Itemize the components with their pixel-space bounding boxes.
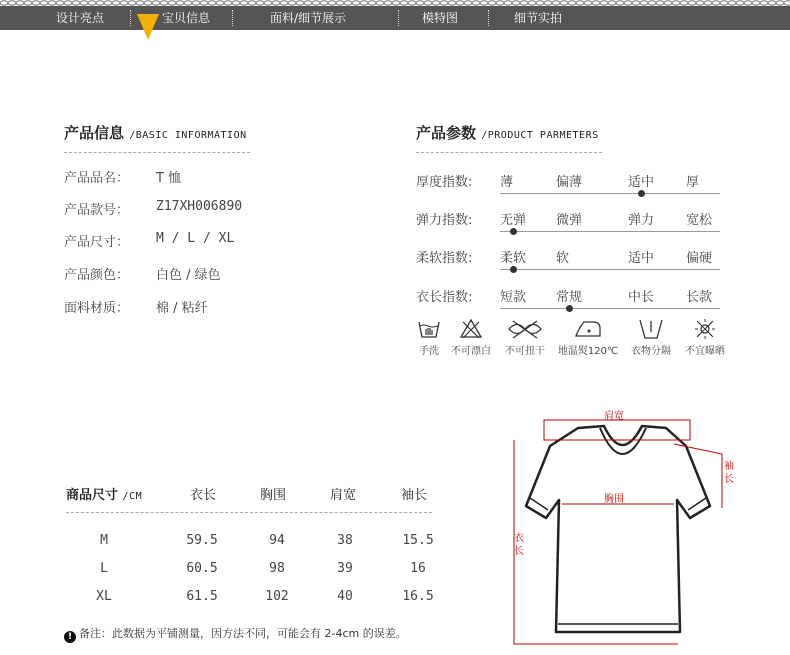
- size-cell-size: XL: [96, 589, 112, 604]
- param-option: 微弹: [556, 213, 583, 228]
- param-label: 弹力指数:: [416, 213, 473, 228]
- param-option: 偏硬: [686, 251, 713, 266]
- param-option: 弹力: [628, 213, 655, 228]
- section-divider: [64, 152, 250, 153]
- size-col-sleeve: 袖长: [401, 488, 428, 503]
- size-cell-length: 60.5: [186, 561, 218, 576]
- care-label: 衣物分隔: [631, 346, 671, 357]
- care-label: 不可漂白: [451, 346, 491, 357]
- info-label-color: 产品颜色：: [64, 268, 130, 283]
- param-option: 适中: [628, 175, 655, 190]
- size-cell-size: L: [100, 561, 108, 576]
- product-params-title: [416, 122, 599, 143]
- size-cell-shoulder: 39: [337, 561, 353, 576]
- tshirt-outline: [526, 426, 710, 632]
- measurement-note: [64, 625, 407, 643]
- param-selected-dot: [638, 190, 645, 197]
- size-table-divider: [66, 512, 432, 513]
- size-col-shoulder: 肩宽: [330, 488, 357, 503]
- chest-label: 胸围: [604, 494, 624, 505]
- size-cell-sleeve: 15.5: [402, 533, 434, 548]
- nav-divider: [130, 10, 131, 26]
- info-value-name: T 恤: [156, 171, 182, 186]
- param-option: 短款: [500, 290, 527, 305]
- product-params-title-en: /PRODUCT PARMETERS: [481, 130, 599, 141]
- size-cell-size: M: [100, 533, 108, 548]
- info-value-color: 白色 / 绿色: [156, 268, 221, 283]
- active-tab-indicator: [137, 14, 159, 40]
- care-no-bleach: [446, 318, 496, 357]
- size-cell-chest: 98: [269, 561, 285, 576]
- size-table-title: [66, 484, 142, 503]
- nav-tab-model[interactable]: 模特图: [422, 11, 459, 25]
- param-label: 柔软指数:: [416, 251, 473, 266]
- product-info-title-en: /BASIC INFORMATION: [129, 130, 247, 141]
- param-label: 衣长指数:: [416, 290, 473, 305]
- param-selected-dot: [566, 305, 573, 312]
- size-cell-shoulder: 40: [337, 589, 353, 604]
- size-cell-chest: 94: [269, 533, 285, 548]
- size-cell-length: 61.5: [186, 589, 218, 604]
- length-label: 衣长: [514, 533, 524, 557]
- no-sun-icon: [693, 318, 717, 340]
- care-label: 不可扭干: [505, 346, 545, 357]
- nav-divider: [488, 10, 489, 26]
- care-iron: [556, 318, 620, 357]
- shoulder-label: 肩宽: [604, 411, 624, 422]
- hand-wash-icon: [417, 318, 441, 340]
- param-scale-line: [500, 231, 720, 232]
- care-label: 不宜曝晒: [685, 346, 725, 357]
- product-info-title-cn: 产品信息: [64, 124, 125, 142]
- product-params-title-cn: 产品参数: [416, 124, 477, 142]
- info-label-material: 面料材质：: [64, 301, 130, 316]
- param-label: 厚度指数:: [416, 175, 473, 190]
- size-table-unit: /CM: [122, 491, 143, 502]
- nav-tab-details[interactable]: 细节实拍: [514, 11, 563, 25]
- param-option: 厚: [686, 175, 700, 190]
- param-option: 无弹: [500, 213, 527, 228]
- care-wash-separately: [626, 318, 676, 357]
- param-option: 宽松: [686, 213, 713, 228]
- param-option: 薄: [500, 175, 514, 190]
- care-hand-wash: [414, 318, 444, 357]
- size-cell-length: 59.5: [186, 533, 218, 548]
- param-option: 偏薄: [556, 175, 583, 190]
- param-option: 软: [556, 251, 570, 266]
- care-no-sun: [680, 318, 730, 357]
- size-cell-sleeve: 16: [410, 561, 426, 576]
- param-option: 长款: [686, 290, 713, 305]
- product-info-title: [64, 122, 247, 143]
- care-label: 地温熨120℃: [557, 346, 619, 357]
- size-cell-sleeve: 16.5: [402, 589, 434, 604]
- info-value-material: 棉 / 粘纤: [156, 301, 208, 316]
- nav-bar: [0, 6, 790, 30]
- param-scale-line: [500, 308, 720, 309]
- size-col-chest: 胸围: [260, 488, 287, 503]
- info-value-sku: Z17XH006890: [156, 199, 243, 214]
- section-divider: [416, 152, 602, 153]
- care-no-wring: [500, 318, 550, 357]
- nav-tab-fabric[interactable]: 面料/细节展示: [270, 11, 347, 25]
- note-text: 备注：此数据为平铺测量，因方法不同，可能会有 2-4cm 的误差。: [79, 627, 407, 640]
- param-option: 常规: [556, 290, 583, 305]
- param-option: 中长: [628, 290, 655, 305]
- sleeve-label: 袖长: [724, 461, 734, 485]
- size-col-length: 衣长: [190, 488, 217, 503]
- nav-tab-product-info[interactable]: 宝贝信息: [162, 11, 211, 25]
- nav-tab-design[interactable]: 设计亮点: [56, 11, 105, 25]
- param-scale-line: [500, 269, 720, 270]
- wash-separately-icon: [636, 318, 666, 340]
- info-value-size: M / L / XL: [156, 231, 235, 246]
- warning-icon: !: [64, 631, 76, 643]
- info-label-name: 产品品名：: [64, 171, 130, 186]
- info-label-sku: 产品款号：: [64, 203, 130, 218]
- size-cell-chest: 102: [265, 589, 289, 604]
- size-table-title-cn: 商品尺寸: [66, 488, 119, 503]
- care-label: 手洗: [419, 346, 439, 357]
- no-bleach-icon: [459, 318, 483, 340]
- param-selected-dot: [510, 266, 517, 273]
- param-selected-dot: [510, 228, 517, 235]
- size-cell-shoulder: 38: [337, 533, 353, 548]
- info-label-size: 产品尺寸：: [64, 235, 130, 250]
- iron-low-icon: [573, 318, 603, 340]
- nav-divider: [398, 10, 399, 26]
- param-option: 适中: [628, 251, 655, 266]
- nav-divider: [232, 10, 233, 26]
- param-option: 柔软: [500, 251, 527, 266]
- param-scale-line: [500, 193, 720, 194]
- length-measure-line: [514, 440, 678, 644]
- no-wring-icon: [505, 318, 545, 340]
- tshirt-diagram: [500, 400, 750, 650]
